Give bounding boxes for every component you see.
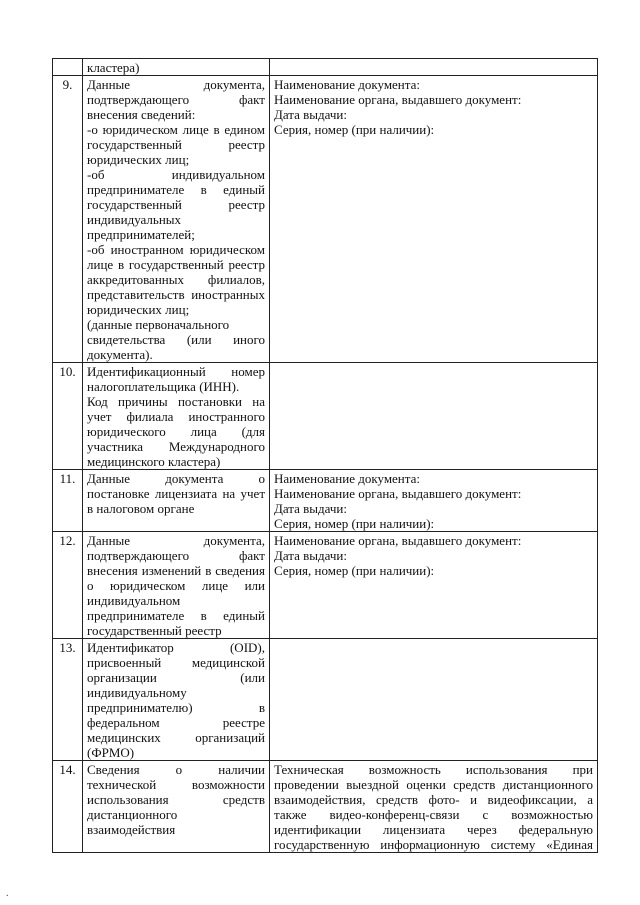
table-row (53, 363, 598, 470)
label-line: аккредитованных филиалов, (87, 272, 265, 287)
label-line: кластера) (87, 60, 140, 75)
label-line: постановке лицензиата на учет (87, 486, 265, 501)
label-line: (данные первоначального (87, 317, 230, 332)
label-line: -об индивидуальном (87, 167, 265, 182)
label-line: присвоенный медицинской (87, 655, 265, 670)
label-line: медицинского кластера) (87, 454, 221, 469)
row-number: 10. (53, 363, 83, 470)
row-label (83, 363, 270, 470)
row-number: 12. (53, 532, 83, 639)
row-label (83, 470, 270, 532)
value-line: Дата выдачи: (274, 548, 348, 563)
value-line: Техническая возможность использования при (274, 762, 593, 777)
value-line: Наименование органа, выдавшего документ: (274, 486, 522, 501)
label-line: -о юридическом лице в едином (87, 122, 265, 137)
label-line: взаимодействия (87, 822, 176, 837)
label-line: государственный реестр (87, 137, 265, 152)
label-line: Сведения о наличии (87, 762, 265, 777)
label-line: предпринимателю) в (87, 700, 265, 715)
row-label (83, 761, 270, 853)
label-line: -об иностранном юридическом (87, 242, 265, 257)
table-row (53, 59, 598, 76)
value-line: Дата выдачи: (274, 501, 348, 516)
row-value (270, 761, 598, 853)
label-line: документа). (87, 347, 153, 362)
label-line: индивидуальному (87, 685, 187, 700)
row-value (270, 76, 598, 363)
label-line: медицинских организаций (87, 730, 265, 745)
label-line: лице в государственный реестр (87, 257, 265, 272)
value-line: Серия, номер (при наличии): (274, 516, 435, 531)
label-line: предпринимателе в единый (87, 608, 265, 623)
label-line: использования средств (87, 792, 265, 807)
label-line: юридических лиц; (87, 302, 190, 317)
row-label (83, 76, 270, 363)
label-line: предпринимателей; (87, 227, 195, 242)
label-line: внесения изменений в сведения (87, 563, 265, 578)
label-line: федеральном реестре (87, 715, 265, 730)
value-line: также видео-конференц-связи с возможностью (274, 807, 593, 822)
label-line: свидетельства (или иного (87, 332, 265, 347)
label-line: учет филиала иностранного (87, 409, 265, 424)
label-line: дистанционного (87, 807, 178, 822)
label-line: представительств иностранных (87, 287, 265, 302)
table-row (53, 470, 598, 532)
value-line: Наименование органа, выдавшего документ: (274, 533, 522, 548)
value-line: государственную информационную систему «Единая (274, 837, 593, 852)
value-line: Серия, номер (при наличии): (274, 563, 435, 578)
label-line: подтверждающего факт (87, 548, 265, 563)
value-line: идентификации лицензиата через федеральную (274, 822, 593, 837)
row-value (270, 59, 598, 76)
label-line: предпринимателе в единый (87, 182, 265, 197)
value-line: Дата выдачи: (274, 107, 348, 122)
row-value (270, 639, 598, 761)
label-line: о юридическом лице или (87, 578, 265, 593)
requirements-table (52, 58, 598, 853)
label-line: внесения сведений: (87, 107, 196, 122)
value-line: взаимодействия, средств фото- и видеофиксации, а (274, 792, 593, 807)
value-line: Наименование органа, выдавшего документ: (274, 92, 522, 107)
row-value (270, 532, 598, 639)
label-line: юридического лица (для (87, 424, 265, 439)
table-row (53, 761, 598, 853)
row-label (83, 532, 270, 639)
row-number: 14. (53, 761, 83, 853)
row-number: 13. (53, 639, 83, 761)
table-row (53, 532, 598, 639)
row-value (270, 363, 598, 470)
label-line: организации (или (87, 670, 265, 685)
row-number: 9. (53, 76, 83, 363)
label-line: государственный реестр (87, 623, 222, 638)
row-number (53, 59, 83, 76)
label-line: Данные документа, (87, 533, 265, 548)
label-line: Данные документа, (87, 77, 265, 92)
row-label (83, 59, 270, 76)
label-line: индивидуальных (87, 212, 182, 227)
label-line: Идентификационный номер (87, 364, 265, 379)
value-line: Наименование документа: (274, 471, 420, 486)
label-line: индивидуальном (87, 593, 181, 608)
label-line: юридических лиц; (87, 152, 190, 167)
row-number: 11. (53, 470, 83, 532)
page-mark: . (6, 888, 9, 899)
label-line: налогоплательщика (ИНН). (87, 379, 240, 394)
label-line: Идентификатор (OID), (87, 640, 265, 655)
row-value (270, 470, 598, 532)
label-line: Данные документа о (87, 471, 265, 486)
label-line: Код причины постановки на (87, 394, 265, 409)
value-line: проведении выездной оценки средств дистанционного (274, 777, 593, 792)
label-line: подтверждающего факт (87, 92, 265, 107)
label-line: технической возможности (87, 777, 265, 792)
table-row (53, 76, 598, 363)
table-row (53, 639, 598, 761)
row-label (83, 639, 270, 761)
label-line: участника Международного (87, 439, 265, 454)
label-line: в налоговом органе (87, 501, 195, 516)
label-line: государственный реестр (87, 197, 265, 212)
label-line: (ФРМО) (87, 745, 135, 760)
value-line: Наименование документа: (274, 77, 420, 92)
value-line: Серия, номер (при наличии): (274, 122, 435, 137)
